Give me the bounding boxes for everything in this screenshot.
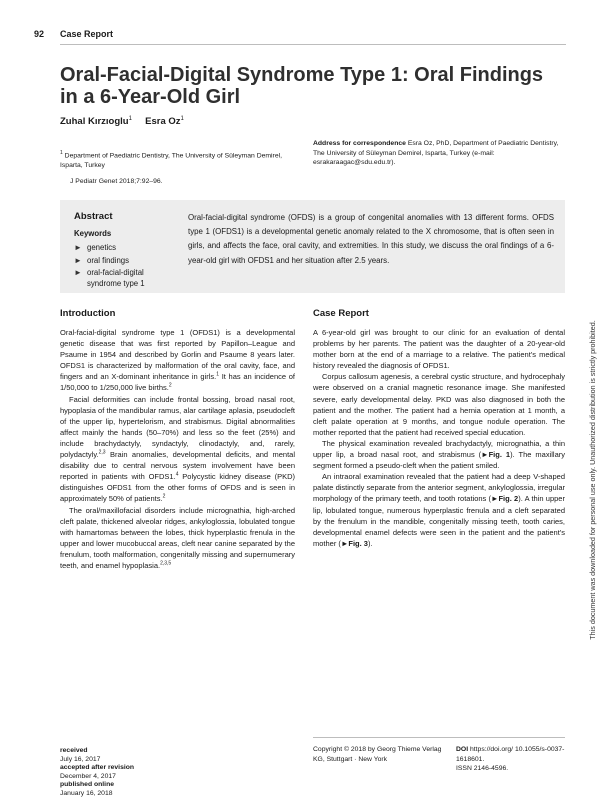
correspondence: [313, 139, 563, 168]
keywords-heading: Keywords: [74, 229, 112, 238]
page-number: 92: [34, 29, 45, 39]
issn: ISSN 2146-4596.: [456, 765, 509, 772]
figure-3-link[interactable]: ►Fig. 3: [340, 538, 368, 548]
arrow-right-icon: ►: [74, 256, 82, 265]
accepted-label: accepted after revision: [60, 764, 135, 772]
header-divider: [60, 44, 566, 45]
author-affil-sup: 1: [128, 116, 132, 122]
author-name: Esra Oz: [145, 116, 181, 128]
introduction-heading: Introduction: [60, 308, 116, 319]
accepted-date: December 4, 2017: [60, 772, 116, 780]
doi-label: DOI: [456, 746, 469, 753]
figure-1-link[interactable]: ►Fig. 1: [481, 450, 511, 460]
affiliation-text: Department of Paediatric Dentistry, The University of Süleyman Demirel, Isparta, Turkey: [60, 152, 283, 169]
figure-2-link[interactable]: ►Fig. 2: [491, 494, 519, 504]
abstract-heading: Abstract: [74, 211, 113, 222]
affiliation: [60, 149, 296, 170]
article-title: Oral-Facial-Digital Syndrome Type 1: Oral Findings in a 6-Year-Old Girl: [60, 64, 544, 108]
intro-paragraph: Oral-facial-digital syndrome type 1 (OFDS1) is a developmental genetic disease that was first reported by Papillon–League and Psaume in 1954 and described by Gorlin and Psaume 8 years later. OFDS1 is characterized by malformation of the oral cavity, face, and fingers and an X-dominant inheritance in girls.$^1$ It has an incidence of 1/50,000 to 1/250,000 live births.$^2$: [60, 328, 295, 393]
journal-citation: J Pediatr Genet 2018;7:92–96.: [70, 178, 163, 185]
case-paragraph: A 6-year-old girl was brought to our clinic for an evaluation of dental problems by her parents. The patient was the daughter of a 20-year-old mother born at the end of a marriage to a relative. The patient's medical history revealed the diagnosis of OFDS1.: [313, 328, 565, 371]
side-notice-wrap: [586, 180, 600, 780]
received-date: July 16, 2017: [60, 755, 101, 763]
author-affil-sup: 1: [180, 116, 184, 122]
keyword-item: [74, 267, 174, 289]
arrow-right-icon: ►: [74, 243, 82, 252]
introduction-body: [60, 327, 295, 571]
case-report-heading: Case Report: [313, 308, 369, 319]
abstract-text: Oral-facial-digital syndrome (OFDS) is a group of congenital anomalies with 13 different forms. OFDS type 1 (OFDS1) is a developmental genetic anomaly related to the X chromosome, that is often seen in girls, and affects the face, oral cavity, and extremities. In this study, we discuss the oral findings of a 6-year-old girl with OFDS1 and her situation after 2.5 years.: [188, 213, 554, 265]
copyright: Copyright © 2018 by Georg Thieme Verlag KG, Stuttgart · New York: [313, 746, 442, 763]
affiliation-sup: 1: [60, 150, 63, 156]
keyword-item: [74, 254, 174, 267]
keyword-text: oral findings: [87, 256, 130, 265]
doi-block: [456, 745, 566, 774]
author-name: Zuhal Kırzıoglu: [60, 116, 129, 128]
doi-link[interactable]: https://doi.org/ 10.1055/s-0037-1618601.: [456, 746, 565, 763]
keyword-text: genetics: [87, 243, 117, 252]
published-date: January 16, 2018: [60, 789, 113, 797]
correspondence-text: Esra Oz, PhD, Department of Paediatric Dentistry, The University of Süleyman Demirel, Isparta, Turkey (e-mail: esrakaraagac@sdu.edu.tr).: [313, 140, 559, 166]
received-label: received: [60, 747, 88, 754]
keyword-item: [74, 241, 174, 254]
intro-paragraph: The oral/maxillofacial disorders include micrognathia, high-arched cleft palate, thickened alveolar ridges, ankyloglossia, lobulated tongue with hamartomas between the lobes, thick hyperplastic frenula in the upper and lower mucobuccal areas, cleft near canine separated by the frenulum, tooth malformation, congenitally missing and supernumerary teeth, and enamel hypoplasia.$^{2,3,5}$: [60, 505, 295, 570]
author-list: [60, 116, 184, 127]
keywords-list: [74, 241, 174, 289]
case-paragraph: The physical examination revealed brachydactyly, micrognathia, a thin upper lip, a broad nasal root, and strabismus (►Fig. 1). The maxillary segment formed a pseudo-cleft when the patient smiled.: [313, 438, 565, 471]
case-paragraph: Corpus callosum agenesis, a cerebral cystic structure, and hydrocephaly were observed on a cranial magnetic resonance image. She manifested severe, early developmental delay. PKD was also diagnosed in both the patient and the mother. The patient had a hernia operation at 1 month, a cleft palate operation at 9 months, and tongue nodule operation. The mother reported that the patient had received special education.: [313, 372, 565, 437]
arrow-right-icon: ►: [74, 268, 82, 277]
side-notice: This document was downloaded for personal use only. Unauthorized distribution is strictly prohibited.: [588, 320, 597, 640]
keyword-text: oral-facial-digital syndrome type 1: [87, 268, 145, 288]
correspondence-label: Address for correspondence: [313, 140, 406, 147]
publication-dates: [60, 747, 134, 799]
section-label: Case Report: [60, 29, 114, 39]
case-paragraph: An intraoral examination revealed that the patient had a deep V-shaped palate distinctly separate from the anterior segment, ankyloglossia, irregular morphology of the primary teeth, and tooth rotations (►Fig. 2). A thin upper lip, lobulated tongue, numerous hyperplastic frenula and a cleft separated by the frenulum in the mandible, congenitally missing teeth, tooth caries, developmental enamel defects were seen in the patient and the patient's mother (►Fig. 3).: [313, 472, 565, 548]
intro-paragraph: Facial deformities can include frontal bossing, broad nasal root, hypoplasia of the mandibular ramus, alar cartilage aplasia, pseudocleft of the upper lip, hypertelorism, and strabismus. Digital abnormalities affect mainly the hands (50–70%) and less so the feet (25%) and include brachydactyly, syndactyly, clinodactyly, and, rarely, polydactyly.$^{2,3}$ Brain anomalies, developmental deficits, and mental disability due to central nervous system involvement have been reported in patients with OFDS1.$^4$ Polycystic kidney disease (PKD) distinguishes OFDS1 from the other forms of OFDS and is seen in approximately 50% of patients.$^2$: [60, 394, 295, 504]
published-label: published online: [60, 781, 114, 789]
footer-divider: [313, 737, 565, 738]
case-report-body: [313, 327, 565, 549]
